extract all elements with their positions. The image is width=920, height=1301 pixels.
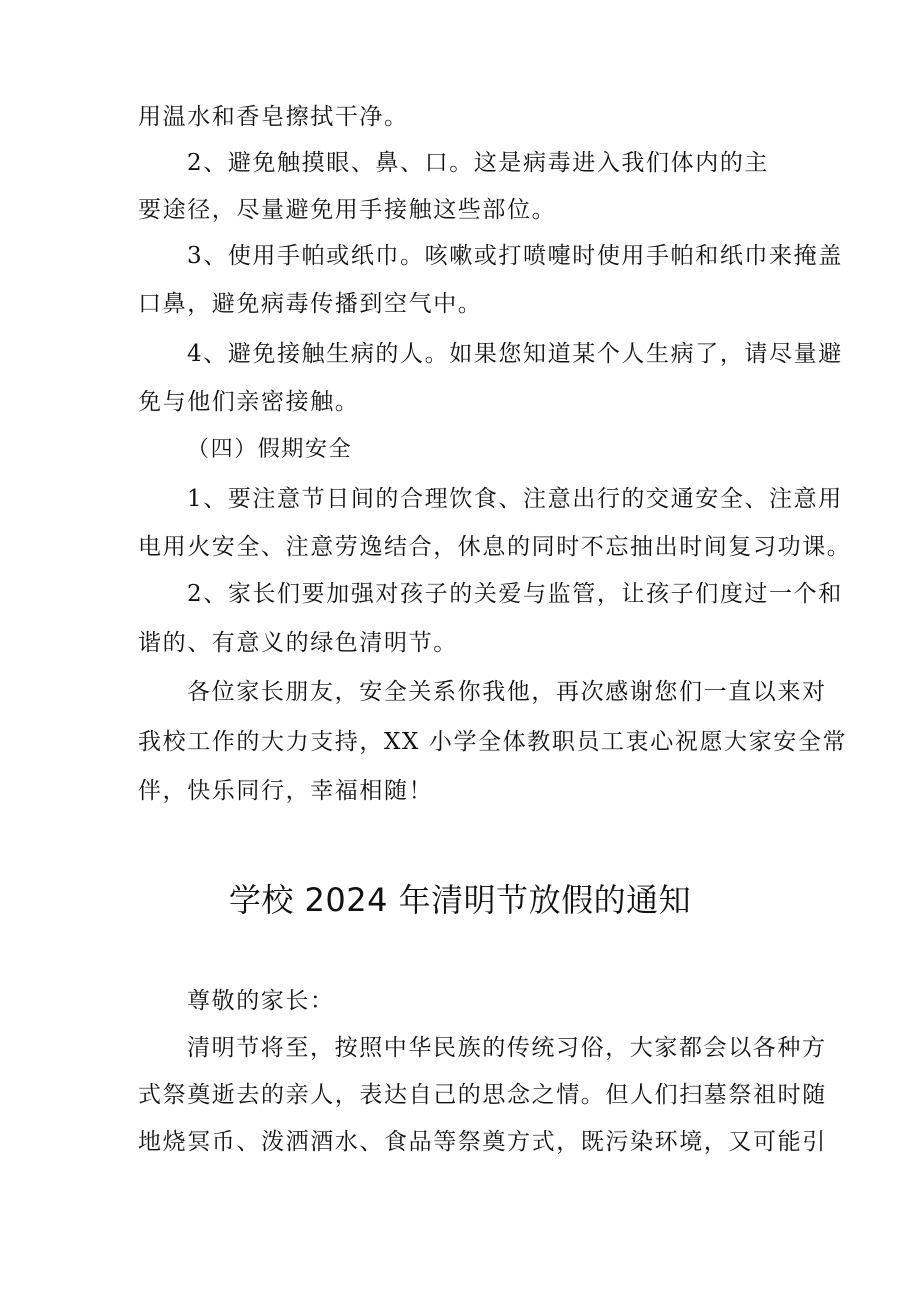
paragraph-line: 电用火安全、注意劳逸结合，休息的同时不忘抽出时间复习功课。 <box>138 534 852 560</box>
paragraph-line: 式祭奠逝去的亲人，表达自己的思念之情。但人们扫墓祭祖时随 <box>138 1082 827 1108</box>
paragraph-line: 3、使用手帕或纸巾。咳嗽或打喷嚏时使用手帕和纸巾来掩盖 <box>187 243 843 269</box>
paragraph-line: 各位家长朋友，安全关系你我他，再次感谢您们一直以来对 <box>187 679 827 705</box>
paragraph-line: 我校工作的大力支持，XX 小学全体教职员工衷心祝愿大家安全常 <box>138 729 848 755</box>
paragraph-line: 清明节将至，按照中华民族的传统习俗，大家都会以各种方 <box>187 1035 827 1061</box>
section-heading: （四）假期安全 <box>187 437 353 462</box>
paragraph-line: 1、要注意节日间的合理饮食、注意出行的交通安全、注意用 <box>187 486 843 512</box>
notice-title: 学校 2024 年清明节放假的通知 <box>228 881 692 919</box>
greeting: 尊敬的家长： <box>187 988 335 1014</box>
paragraph-line: 谐的、有意义的绿色清明节。 <box>138 630 458 656</box>
paragraph-line: 地烧冥币、泼洒酒水、食品等祭奠方式，既污染环境，又可能引 <box>138 1129 827 1155</box>
paragraph-line: 用温水和香皂擦拭干净。 <box>138 104 409 130</box>
paragraph-line: 口鼻，避免病毒传播到空气中。 <box>138 291 483 317</box>
paragraph-line: 2、避免触摸眼、鼻、口。这是病毒进入我们体内的主 <box>187 150 770 176</box>
paragraph-line: 伴，快乐同行，幸福相随！ <box>138 778 434 804</box>
paragraph-line: 4、避免接触生病的人。如果您知道某个人生病了，请尽量避 <box>187 341 843 367</box>
paragraph-line: 要途径，尽量避免用手接触这些部位。 <box>138 197 557 223</box>
paragraph-line: 2、家长们要加强对孩子的关爱与监管，让孩子们度过一个和 <box>187 581 843 607</box>
paragraph-line: 免与他们亲密接触。 <box>138 389 360 415</box>
